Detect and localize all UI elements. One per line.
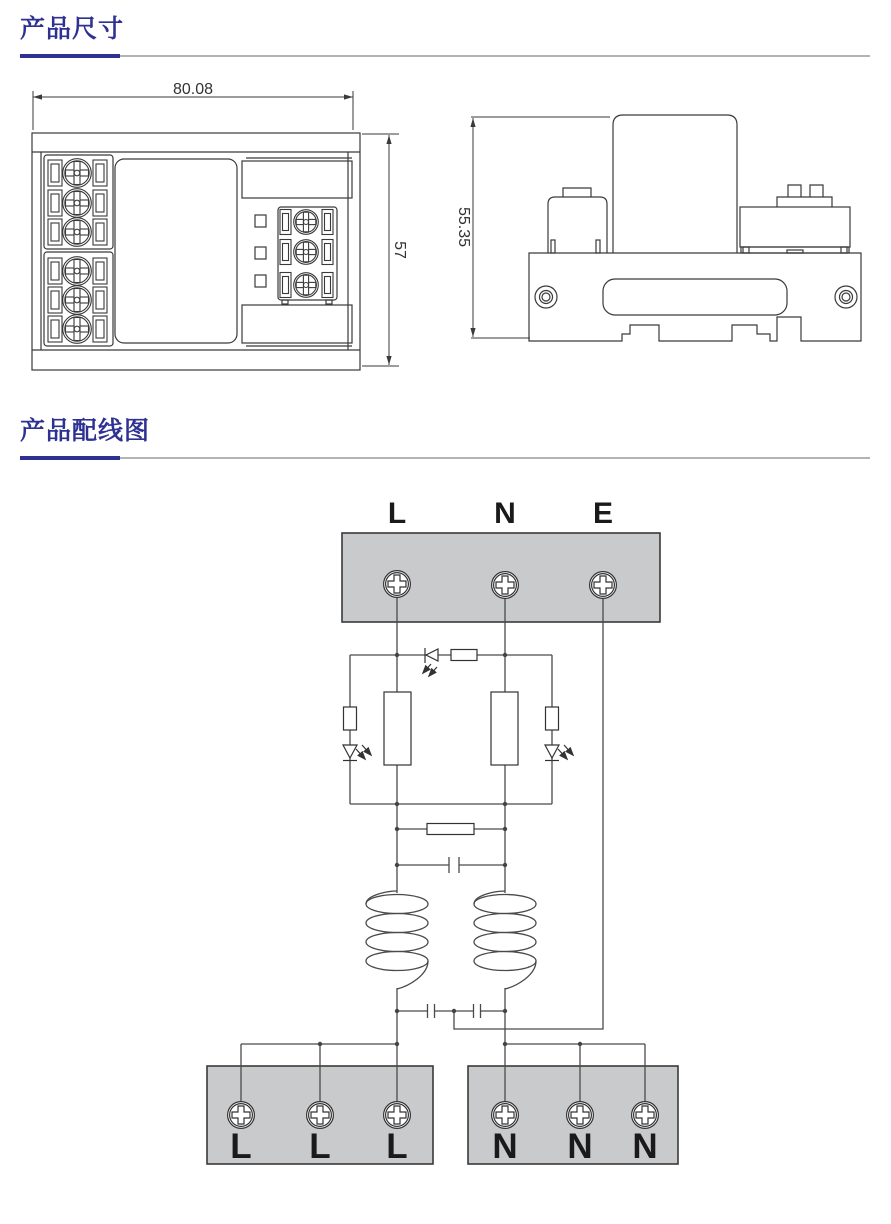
side-view-drawing: [529, 115, 861, 341]
input-label-E: E: [592, 497, 614, 530]
screw-output-N1-icon: [492, 1102, 519, 1129]
dimension-side-height: [455, 117, 610, 338]
rule-accent: [20, 456, 120, 460]
screw-output-N2-icon: [567, 1102, 594, 1129]
terminal-screw-icon: [63, 315, 92, 344]
resistor-left: [344, 707, 357, 730]
mounting-hole-right: [835, 286, 857, 308]
left-terminal-group-bottom: [44, 252, 113, 346]
section-heading-dimensions: 产品尺寸: [20, 15, 125, 43]
side-left-terminal: [548, 188, 607, 253]
led-left: [343, 745, 371, 761]
screw-input-L-icon: [384, 571, 411, 598]
varistor-neutral: [491, 692, 518, 765]
resistor-top: [451, 650, 477, 661]
left-terminal-group-top: [44, 155, 113, 249]
dimension-height-value: 57: [391, 241, 408, 259]
wiring-diagram: [0, 490, 891, 1190]
dimension-side-height-value: 55.35: [455, 206, 472, 248]
screw-input-E-icon: [590, 572, 617, 599]
led-right: [545, 745, 573, 761]
screw-output-L1-icon: [228, 1102, 255, 1129]
terminal-screw-icon: [294, 240, 319, 265]
dimension-drawings: [0, 80, 891, 400]
inductor-neutral: [474, 891, 536, 989]
input-label-L: L: [387, 497, 407, 530]
side-base: [529, 253, 861, 341]
output-label-L1: L: [230, 1127, 252, 1166]
side-right-terminal: [740, 185, 850, 253]
dimension-width-value: 80.08: [172, 81, 214, 98]
front-face-plate: [115, 159, 237, 343]
screw-output-L3-icon: [384, 1102, 411, 1129]
screw-output-L2-icon: [307, 1102, 334, 1129]
output-label-N1: N: [492, 1127, 518, 1166]
dimension-width: [0, 81, 353, 130]
right-top-block: [242, 161, 352, 198]
section-rule-dimensions: [20, 55, 870, 57]
resistor-right: [546, 707, 559, 730]
section-rule-wiring: [20, 457, 870, 459]
side-housing: [613, 115, 737, 253]
side-base-slot: [603, 279, 787, 315]
circuit-wires: [241, 584, 645, 1115]
output-label-L3: L: [386, 1127, 408, 1166]
output-label-L2: L: [309, 1127, 331, 1166]
output-label-N3: N: [632, 1127, 658, 1166]
screw-input-N-icon: [492, 572, 519, 599]
input-label-N: N: [494, 497, 516, 530]
front-view-drawing: [32, 133, 360, 370]
junction-dots: [318, 653, 582, 1046]
section-heading-wiring: 产品配线图: [20, 417, 151, 445]
terminal-screw-icon: [63, 257, 92, 286]
dimension-height: [362, 134, 408, 366]
terminal-screw-icon: [294, 210, 319, 235]
led-top: [423, 648, 438, 676]
varistor-live: [384, 692, 411, 765]
rule-accent: [20, 54, 120, 58]
output-label-N2: N: [567, 1127, 593, 1166]
mounting-hole-left: [535, 286, 557, 308]
resistor-middle: [427, 824, 474, 835]
right-terminal-group: [278, 207, 337, 304]
circuit-components: [343, 648, 573, 835]
terminal-screw-icon: [63, 159, 92, 188]
terminal-screw-icon: [63, 189, 92, 218]
terminal-screw-icon: [63, 286, 92, 315]
right-bottom-block: [242, 305, 352, 343]
inductor-live: [366, 891, 428, 989]
terminal-screw-icon: [294, 273, 319, 298]
screw-output-N3-icon: [632, 1102, 659, 1129]
terminal-screw-icon: [63, 218, 92, 247]
